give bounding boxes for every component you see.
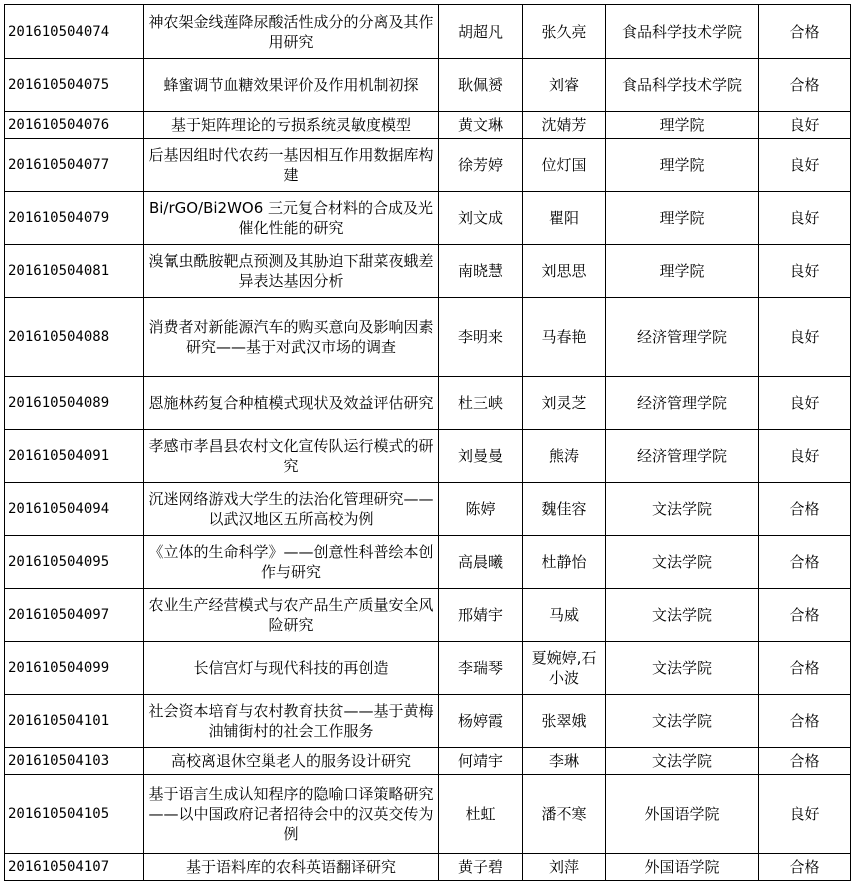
project-id: 201610504105 bbox=[5, 775, 144, 854]
advisor-name: 位灯国 bbox=[523, 139, 606, 192]
evaluation-result: 良好 bbox=[759, 298, 851, 377]
project-id: 201610504089 bbox=[5, 377, 144, 430]
project-id: 201610504081 bbox=[5, 245, 144, 298]
advisor-name: 瞿阳 bbox=[523, 192, 606, 245]
table-row bbox=[5, 59, 851, 112]
student-name: 何靖宇 bbox=[439, 748, 523, 775]
advisor-name: 刘思思 bbox=[523, 245, 606, 298]
table-row bbox=[5, 5, 851, 59]
project-title: 消费者对新能源汽车的购买意向及影响因素研究——基于对武汉市场的调查 bbox=[144, 298, 439, 377]
advisor-name: 张久亮 bbox=[523, 5, 606, 59]
advisor-name: 夏婉婷,石小波 bbox=[523, 642, 606, 695]
project-title: 《立体的生命科学》——创意性科普绘本创作与研究 bbox=[144, 536, 439, 589]
student-name: 刘文成 bbox=[439, 192, 523, 245]
evaluation-result: 合格 bbox=[759, 536, 851, 589]
project-id: 201610504097 bbox=[5, 589, 144, 642]
table-row bbox=[5, 139, 851, 192]
project-id: 201610504088 bbox=[5, 298, 144, 377]
table-row bbox=[5, 483, 851, 536]
college-name: 理学院 bbox=[606, 112, 759, 139]
evaluation-result: 合格 bbox=[759, 589, 851, 642]
student-name: 耿佩赟 bbox=[439, 59, 523, 112]
project-id: 201610504077 bbox=[5, 139, 144, 192]
student-name: 李瑞琴 bbox=[439, 642, 523, 695]
project-id: 201610504076 bbox=[5, 112, 144, 139]
college-name: 文法学院 bbox=[606, 589, 759, 642]
project-title: 农业生产经营模式与农产品生产质量安全风险研究 bbox=[144, 589, 439, 642]
project-id: 201610504094 bbox=[5, 483, 144, 536]
project-title: 溴氰虫酰胺靶点预测及其胁迫下甜菜夜蛾差异表达基因分析 bbox=[144, 245, 439, 298]
evaluation-result: 合格 bbox=[759, 642, 851, 695]
college-name: 外国语学院 bbox=[606, 775, 759, 854]
advisor-name: 魏佳容 bbox=[523, 483, 606, 536]
project-id: 201610504101 bbox=[5, 695, 144, 748]
college-name: 食品科学技术学院 bbox=[606, 5, 759, 59]
table-row bbox=[5, 112, 851, 139]
table-row bbox=[5, 298, 851, 377]
advisor-name: 李琳 bbox=[523, 748, 606, 775]
college-name: 文法学院 bbox=[606, 642, 759, 695]
project-title: 长信宫灯与现代科技的再创造 bbox=[144, 642, 439, 695]
project-id: 201610504075 bbox=[5, 59, 144, 112]
college-name: 理学院 bbox=[606, 192, 759, 245]
advisor-name: 马威 bbox=[523, 589, 606, 642]
project-id: 201610504099 bbox=[5, 642, 144, 695]
college-name: 文法学院 bbox=[606, 748, 759, 775]
project-title: Bi/rGO/Bi2WO6 三元复合材料的合成及光催化性能的研究 bbox=[144, 192, 439, 245]
project-title: 基于语言生成认知程序的隐喻口译策略研究——以中国政府记者招待会中的汉英交传为例 bbox=[144, 775, 439, 854]
project-title: 蜂蜜调节血糖效果评价及作用机制初探 bbox=[144, 59, 439, 112]
student-name: 刘曼曼 bbox=[439, 430, 523, 483]
student-name: 李明来 bbox=[439, 298, 523, 377]
evaluation-result: 良好 bbox=[759, 775, 851, 854]
table-row bbox=[5, 430, 851, 483]
table-body bbox=[5, 5, 851, 881]
project-title: 孝感市孝昌县农村文化宣传队运行模式的研究 bbox=[144, 430, 439, 483]
project-title: 社会资本培育与农村教育扶贫——基于黄梅油铺街村的社会工作服务 bbox=[144, 695, 439, 748]
student-name: 杜虹 bbox=[439, 775, 523, 854]
evaluation-result: 良好 bbox=[759, 192, 851, 245]
evaluation-result: 合格 bbox=[759, 854, 851, 881]
student-name: 高晨曦 bbox=[439, 536, 523, 589]
table-row bbox=[5, 854, 851, 881]
project-title: 神农架金线莲降尿酸活性成分的分离及其作用研究 bbox=[144, 5, 439, 59]
evaluation-result: 良好 bbox=[759, 139, 851, 192]
college-name: 理学院 bbox=[606, 139, 759, 192]
advisor-name: 沈婧芳 bbox=[523, 112, 606, 139]
evaluation-result: 合格 bbox=[759, 59, 851, 112]
college-name: 文法学院 bbox=[606, 483, 759, 536]
table-row bbox=[5, 748, 851, 775]
evaluation-result: 合格 bbox=[759, 748, 851, 775]
evaluation-result: 合格 bbox=[759, 483, 851, 536]
student-name: 南晓慧 bbox=[439, 245, 523, 298]
advisor-name: 熊涛 bbox=[523, 430, 606, 483]
evaluation-result: 良好 bbox=[759, 377, 851, 430]
advisor-name: 刘睿 bbox=[523, 59, 606, 112]
project-id: 201610504095 bbox=[5, 536, 144, 589]
college-name: 文法学院 bbox=[606, 695, 759, 748]
advisor-name: 马春艳 bbox=[523, 298, 606, 377]
advisor-name: 刘灵芝 bbox=[523, 377, 606, 430]
college-name: 经济管理学院 bbox=[606, 430, 759, 483]
project-results-table bbox=[4, 4, 851, 881]
student-name: 徐芳婷 bbox=[439, 139, 523, 192]
table-row bbox=[5, 589, 851, 642]
college-name: 经济管理学院 bbox=[606, 298, 759, 377]
advisor-name: 潘不寒 bbox=[523, 775, 606, 854]
project-title: 基于矩阵理论的亏损系统灵敏度模型 bbox=[144, 112, 439, 139]
evaluation-result: 合格 bbox=[759, 5, 851, 59]
project-id: 201610504091 bbox=[5, 430, 144, 483]
student-name: 陈婷 bbox=[439, 483, 523, 536]
table-row bbox=[5, 245, 851, 298]
project-id: 201610504103 bbox=[5, 748, 144, 775]
table-row bbox=[5, 775, 851, 854]
student-name: 杜三峡 bbox=[439, 377, 523, 430]
table-row bbox=[5, 695, 851, 748]
college-name: 文法学院 bbox=[606, 536, 759, 589]
advisor-name: 杜静怡 bbox=[523, 536, 606, 589]
student-name: 黄文琳 bbox=[439, 112, 523, 139]
student-name: 黄子碧 bbox=[439, 854, 523, 881]
evaluation-result: 良好 bbox=[759, 112, 851, 139]
student-name: 邢婧宇 bbox=[439, 589, 523, 642]
evaluation-result: 良好 bbox=[759, 430, 851, 483]
evaluation-result: 合格 bbox=[759, 695, 851, 748]
project-title: 沉迷网络游戏大学生的法治化管理研究——以武汉地区五所高校为例 bbox=[144, 483, 439, 536]
project-id: 201610504079 bbox=[5, 192, 144, 245]
table-row bbox=[5, 642, 851, 695]
project-title: 后基因组时代农药一基因相互作用数据库构建 bbox=[144, 139, 439, 192]
table-row bbox=[5, 192, 851, 245]
table-row bbox=[5, 377, 851, 430]
college-name: 理学院 bbox=[606, 245, 759, 298]
project-title: 高校离退休空巢老人的服务设计研究 bbox=[144, 748, 439, 775]
table-row bbox=[5, 536, 851, 589]
student-name: 杨婷霞 bbox=[439, 695, 523, 748]
project-id: 201610504107 bbox=[5, 854, 144, 881]
student-name: 胡超凡 bbox=[439, 5, 523, 59]
evaluation-result: 良好 bbox=[759, 245, 851, 298]
college-name: 经济管理学院 bbox=[606, 377, 759, 430]
project-id: 201610504074 bbox=[5, 5, 144, 59]
project-title: 基于语料库的农科英语翻译研究 bbox=[144, 854, 439, 881]
advisor-name: 刘萍 bbox=[523, 854, 606, 881]
college-name: 外国语学院 bbox=[606, 854, 759, 881]
project-title: 恩施林药复合种植模式现状及效益评估研究 bbox=[144, 377, 439, 430]
advisor-name: 张翠娥 bbox=[523, 695, 606, 748]
college-name: 食品科学技术学院 bbox=[606, 59, 759, 112]
